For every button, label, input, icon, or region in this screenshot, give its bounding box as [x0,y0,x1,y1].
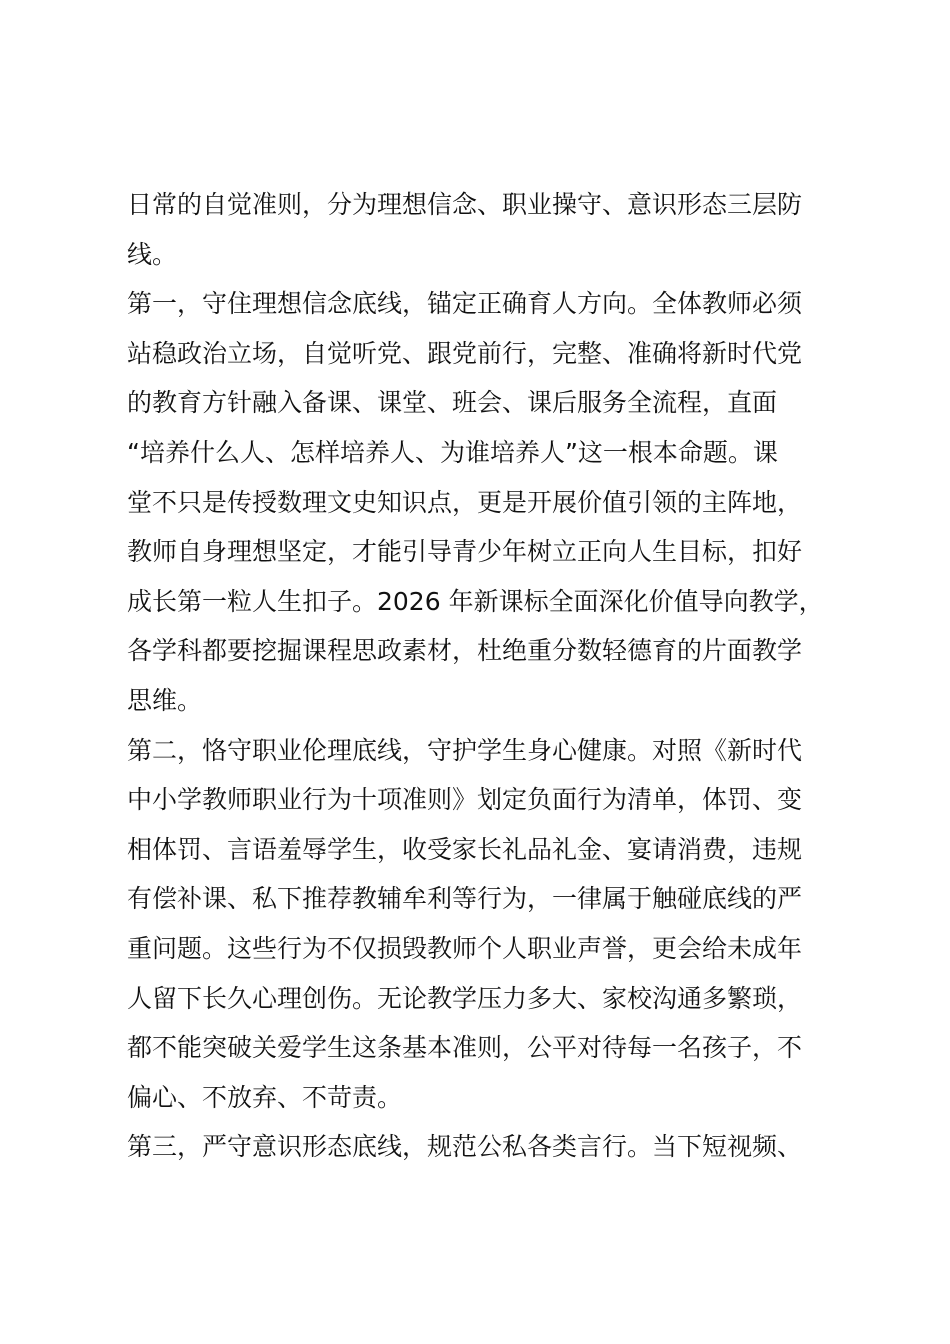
text-line-19: 偏心、不放弃、不苛责。 [127,1082,403,1112]
text-line-6: “培养什么人、怎样培养人、为谁培养人”这一根本命题。课 [127,437,778,467]
text-line-14: 相体罚、言语羞辱学生，收受家长礼品礼金、宴请消费，违规 [127,834,803,864]
body-text [127,180,857,1172]
text-line-10: 各学科都要挖掘课程思政素材，杜绝重分数轻德育的片面教学 [127,636,803,666]
text-line-15: 有偿补课、私下推荐教辅牟利等行为，一律属于触碰底线的严 [127,884,803,914]
text-line-9: 成长第一粒人生扣子。2026 年新课标全面深化价值导向教学， [127,586,824,616]
text-line-4: 站稳政治立场，自觉听党、跟党前行，完整、准确将新时代党 [127,338,803,368]
text-line-17: 人留下长久心理创伤。无论教学压力多大、家校沟通多繁琐， [127,983,803,1013]
text-line-16: 重问题。这些行为不仅损毁教师个人职业声誉，更会给未成年 [127,933,803,963]
text-line-3: 第一，守住理想信念底线，锚定正确育人方向。全体教师必须 [127,289,803,319]
text-line-18: 都不能突破关爱学生这条基本准则，公平对待每一名孩子，不 [127,1033,803,1063]
text-line-7: 堂不只是传授数理文史知识点，更是开展价值引领的主阵地， [127,487,803,517]
text-line-11: 思维。 [127,685,203,715]
text-line-2: 线。 [127,239,178,269]
text-line-12: 第二，恪守职业伦理底线，守护学生身心健康。对照《新时代 [127,735,803,765]
text-line-13: 中小学教师职业行为十项准则》划定负面行为清单，体罚、变 [127,785,803,815]
text-line-8: 教师自身理想坚定，才能引导青少年树立正向人生目标，扣好 [127,537,803,567]
text-line-5: 的教育方针融入备课、课堂、班会、课后服务全流程，直面 [127,388,778,418]
text-line-20: 第三，严守意识形态底线，规范公私各类言行。当下短视频、 [127,1132,803,1162]
text-line-1: 日常的自觉准则，分为理想信念、职业操守、意识形态三层防 [127,190,803,219]
